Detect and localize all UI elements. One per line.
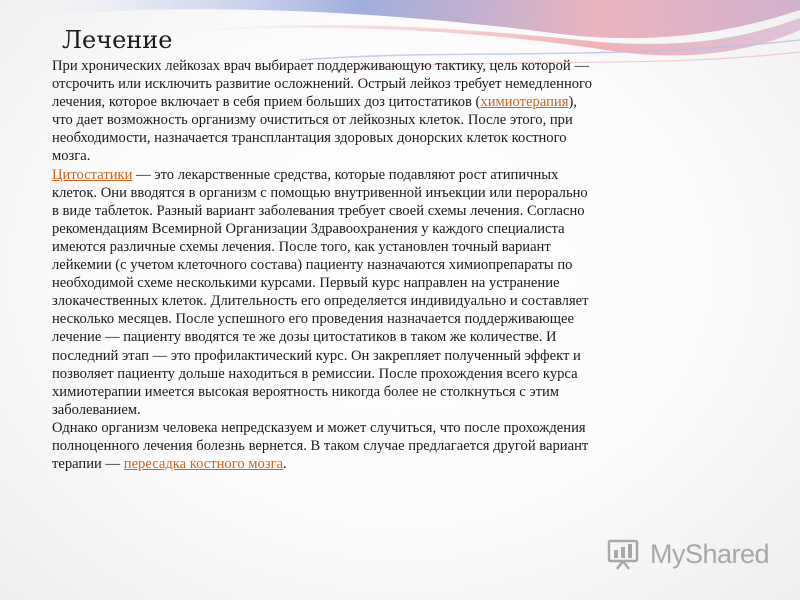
paragraph-3-text-before: Однако организм человека непредсказуем и может случиться, что после прохождения полноценного лечения болезнь вернется. В таком случае предлагается другой вариант терапии — [52,419,589,473]
presentation-board-icon [606,536,642,572]
link-cytostatics[interactable]: Цитостатики [52,166,133,183]
paragraph-2-text: — это лекарственные средства, которые подавляют рост атипичных клеток. Они вводятся в организм с помощью внутривенной инъекции или перорально в виде таблеток. Разный вариант заболевания требует своей схемы лечения. Согласно рекомендациям Всемирной Организации Здравоохранения у каждого специалиста имеются различные схемы лечения. После того, как установлен точный вариант лейкемии (с учетом клеточного состава) пациенту назначаются химиопрепараты по необходимой схеме несколькими курсами. Первый курс направлен на устранение злокачественных клеток. Длительность его определяется индивидуально и составляет несколько месяцев. После успешного его проведения назначается поддерживающее лечение — пациенту вводятся те же дозы цитостатиков в таком же количестве. И последний этап — это профилактический курс. Он закрепляет полученный эффект и позволяет пациенту дольше находиться в ремиссии. После прохождения всего курса химиотерапии имеется высокая вероятность никогда более не столкнуться с этим заболеванием. [52,166,589,418]
watermark-text: MyShared [650,538,770,569]
paragraph-1-text-before: При хронических лейкозах врач выбирает поддерживающую тактику, цель которой — отсрочить или исключить развитие осложнений. Острый лейкоз требует немедленного лечения, которое включает в себя прием больших доз цитостатиков ( [52,58,592,111]
link-bone-marrow-transplant[interactable]: пересадка костного мозга [123,456,284,473]
slide-title: Лечение [62,26,173,54]
paragraph-1 [52,57,597,166]
paragraph-2 [52,166,597,419]
watermark-logo [606,536,769,572]
paragraph-1-text-after: ), что дает возможность организму очиститься от лейкозных клеток. После этого, при необходимости, назначается трансплантация здоровых донорских клеток костного мозга. [52,94,577,165]
link-chemotherapy[interactable]: химиотерапия [480,94,569,111]
paragraph-3-text-after: . [283,456,287,473]
slide-body [52,57,597,473]
paragraph-3 [52,419,597,473]
